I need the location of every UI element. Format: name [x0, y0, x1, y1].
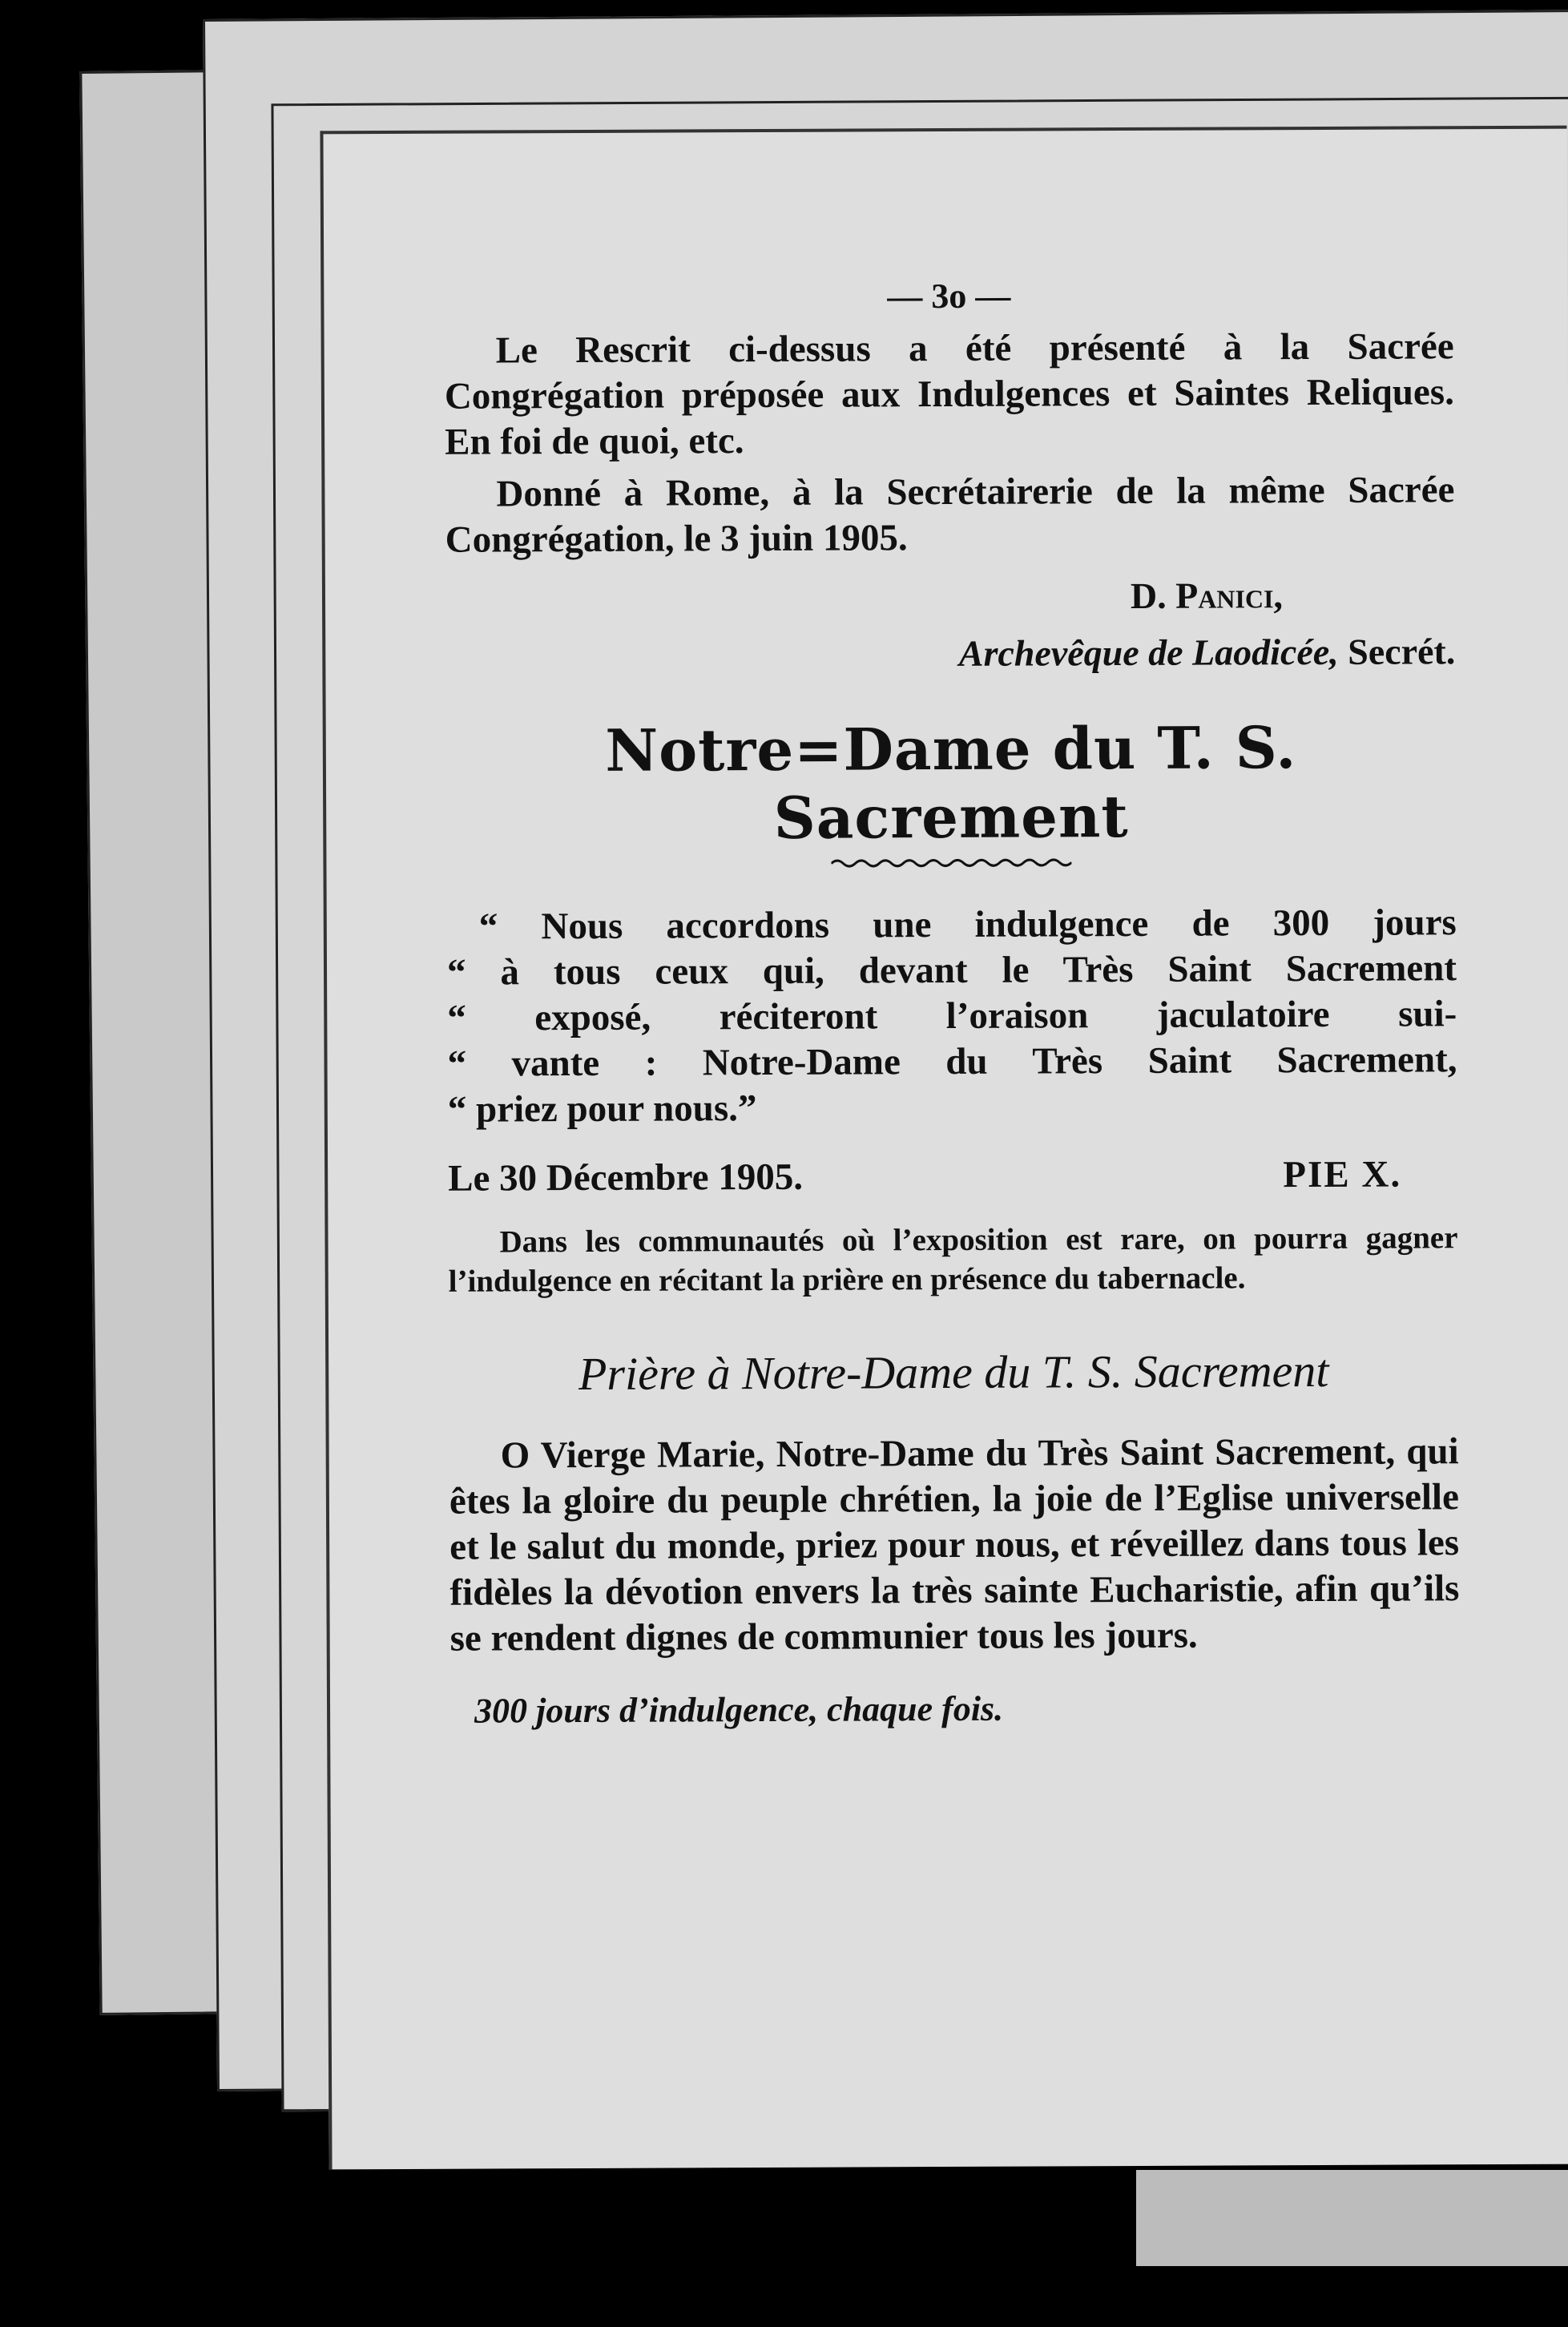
page-content	[444, 273, 1460, 1731]
decree-quote	[447, 900, 1457, 1132]
prayer-text: O Vierge Marie, Notre-Dame du Très Saint Sacrement, qui êtes la gloire du peuple chrétien, la joie de l’Eglise universelle et le salut du monde, priez pour nous, et réveillez dans tous les fidèles la dévotion envers la très sainte Eucharistie, afin qu’ils se rendent dignes de communier tous les jours.	[449, 1430, 1460, 1660]
quote-line: “ Nous accordons une indulgence de 300 jours	[478, 901, 1457, 948]
section-heading: Notre=Dame du T. S. Sacrement	[605, 713, 1297, 852]
decree-date-row	[448, 1152, 1457, 1200]
quote-line: “ exposé, réciteront l’oraison jaculatoire sui-	[447, 993, 1457, 1039]
signature-title-line	[445, 630, 1455, 676]
wavy-rule-ornament	[831, 855, 1071, 870]
scan-edge-strip	[1136, 2170, 1568, 2266]
decree-date: Le 30 Décembre 1905.	[448, 1155, 804, 1200]
page-number: — 3o —	[887, 276, 1011, 317]
exposition-note: Dans les communautés où l’exposition est rare, on pourra gagner l’indulgence en récitant la prière en présence du tabernacle.	[448, 1220, 1458, 1299]
rescript-paragraph: Le Rescrit ci-dessus a été présenté à la Sacrée Congrégation préposée aux Indulgences et Saintes Reliques. En foi de quoi, etc.	[444, 325, 1455, 463]
signature-title: Archevêque de Laodicée,	[958, 631, 1339, 674]
given-paragraph: Donné à Rome, à la Secrétairerie de la même Sacrée Congrégation, le 3 juin 1905.	[445, 469, 1455, 561]
quote-line: “ à tous ceux qui, devant le Très Saint Sacrement	[446, 947, 1457, 994]
quote-line: “ priez pour nous.”	[447, 1087, 757, 1131]
document-page	[320, 126, 1568, 2170]
decree-pope: PIE X.	[1283, 1153, 1402, 1196]
quote-line: “ vante : Notre-Dame du Très Saint Sacrement,	[447, 1038, 1457, 1085]
prayer-title: Prière à Notre-Dame du T. S. Sacrement	[578, 1344, 1329, 1401]
signature-name: D. Panici,	[1130, 575, 1284, 616]
indulgence-note: 300 jours d’indulgence, chaque fois.	[474, 1688, 1004, 1731]
signature-name-line	[445, 573, 1455, 619]
signature-role: Secrét.	[1348, 631, 1456, 672]
